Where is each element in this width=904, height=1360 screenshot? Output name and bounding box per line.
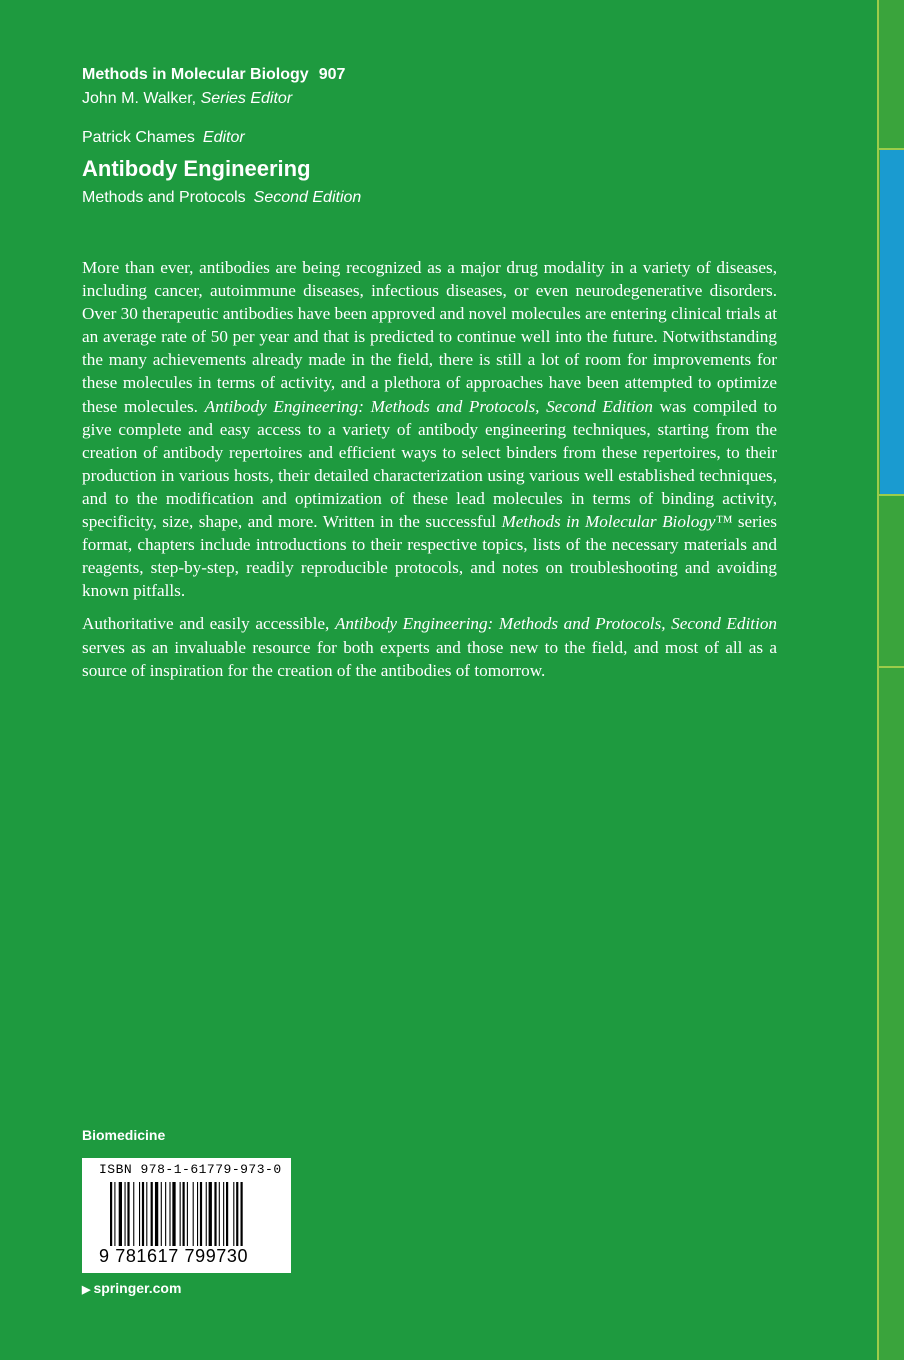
series-editor [82, 90, 292, 108]
barcode-stripe [180, 1182, 181, 1252]
series-title-italic: Methods in Molecular Biology™ [501, 512, 733, 532]
barcode-stripe [127, 1182, 129, 1252]
text-run: series format, chapters include introductions to their respective topics, lists of the necessary materials and reagents, step-by-step, readily reproducible protocols, and notes on troubleshooting and avoiding known pitfalls. [82, 512, 777, 601]
description-paragraph-1 [82, 256, 777, 602]
barcode-stripe [209, 1182, 212, 1252]
barcode-stripe [146, 1182, 147, 1252]
publisher-link[interactable] [82, 1280, 181, 1296]
barcode-stripe [219, 1182, 220, 1252]
barcode-stripe [125, 1182, 126, 1252]
barcode-stripe [236, 1182, 238, 1252]
book-subtitle: Methods and Protocols [82, 189, 246, 206]
barcode-stripe [200, 1182, 202, 1252]
barcode-stripe [110, 1182, 112, 1252]
barcode-stripe [214, 1182, 216, 1252]
barcode-stripe [183, 1182, 185, 1252]
spine-blue-band [880, 150, 904, 494]
barcode-stripe [172, 1182, 175, 1252]
series-name: Methods in Molecular Biology [82, 66, 309, 83]
barcode-stripe [206, 1182, 207, 1252]
barcode-stripe [226, 1182, 228, 1252]
barcode-stripe [223, 1182, 224, 1252]
barcode-stripe [165, 1182, 166, 1252]
volume-editor-role: Editor [202, 129, 245, 146]
book-title: Antibody Engineering [82, 156, 311, 181]
description [82, 256, 777, 692]
book-title-italic: Antibody Engineering: Methods and Protocols, Second Edition [334, 614, 778, 634]
series-line [82, 64, 345, 86]
barcode-stripe [114, 1182, 115, 1252]
book-edition: Second Edition [253, 189, 362, 206]
barcode-stripe [161, 1182, 162, 1252]
barcode-stripe [241, 1182, 243, 1252]
barcode-stripe [197, 1182, 198, 1252]
barcode-stripe [151, 1182, 153, 1252]
isbn-barcode [82, 1158, 291, 1273]
text-run: was compiled to give complete and easy access to a variety of antibody engineering techniques, starting from the creation of antibody repertoires and efficient ways to select binders from these repertoires, to their production in various hosts, their detailed characterization using various well established techniques, and to the modification and optimization of these lead molecules in terms of binding activity, specificity, size, shape, and more. Written in the successful [82, 396, 778, 532]
spine-tick [879, 148, 904, 150]
barcode-stripe [169, 1182, 170, 1252]
volume-editor-name: Patrick Chames [82, 129, 195, 146]
series-editor-role: Series Editor [200, 90, 293, 107]
barcode-stripe [139, 1182, 140, 1252]
triangle-right-icon: ▶ [82, 1284, 91, 1296]
spine-tick [879, 494, 904, 496]
barcode-stripe [119, 1182, 122, 1252]
isbn-digits: 9 781617 799730 [99, 1246, 249, 1266]
barcode-stripe [142, 1182, 144, 1252]
text-run: More than ever, antibodies are being recognized as a major drug modality in a variety of diseases, including cancer, autoimmune diseases, infectious diseases, or even neurodegenerative disorders. Over 30 therapeutic antibodies have been approved and novel molecules are entering clinical trials at an average rate of 50 per year and that is predicted to continue well into the future. Notwithstanding the many achievements already made in the field, there is still a lot of room for improvements for these molecules in terms of activity, and a plethora of approaches have been attempted to optimize these molecules. [82, 258, 777, 416]
barcode-stripe [193, 1182, 194, 1252]
barcode-stripe [155, 1182, 158, 1252]
barcode-stripe [233, 1182, 234, 1252]
volume-editor [82, 129, 245, 147]
series-number: 907 [318, 66, 346, 83]
description-paragraph-2 [82, 612, 777, 681]
text-run: Authoritative and easily accessible, [82, 614, 335, 634]
isbn-label: ISBN 978-1-61779-973-0 [99, 1162, 282, 1177]
publisher-url: springer.com [93, 1280, 182, 1296]
barcode-stripe [187, 1182, 188, 1252]
barcode-stripe [133, 1182, 134, 1252]
book-title-italic: Antibody Engineering: Methods and Protocols, Second Edition [204, 396, 653, 416]
text-run: serves as an invaluable resource for both experts and those new to the field, and most of all as a source of inspiration for the creation of the antibodies of tomorrow. [82, 637, 777, 680]
series-editor-name: John M. Walker, [82, 90, 197, 107]
barcode-bars [110, 1182, 280, 1252]
book-subtitle-line [82, 189, 361, 207]
subject-category: Biomedicine [82, 1127, 166, 1143]
spine-tick [879, 666, 904, 668]
